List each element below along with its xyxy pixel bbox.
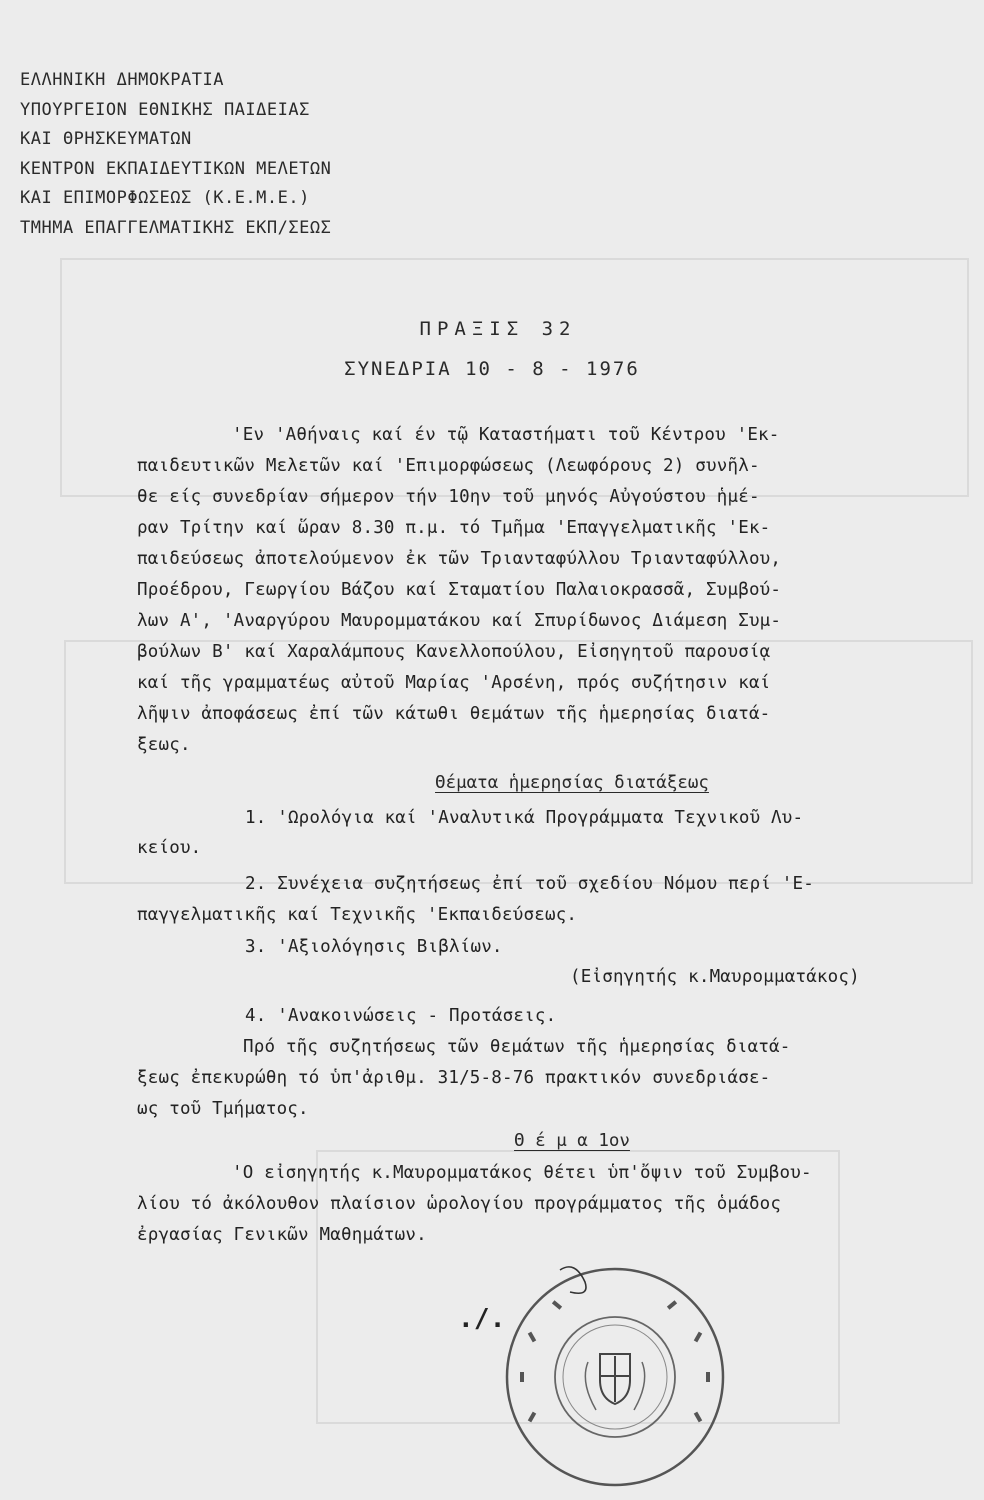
session-date: ΣΥΝΕΔΡΙΑ 10 - 8 - 1976 bbox=[344, 358, 640, 380]
continuation-mark: ./. bbox=[458, 1304, 506, 1334]
letterhead-line: ΤΜΗΜΑ ΕΠΑΓΓΕΛΜΑΤΙΚΗΣ ΕΚΠ/ΣΕΩΣ bbox=[20, 217, 332, 238]
letterhead-line: ΥΠΟΥΡΓΕΙΟΝ ΕΘΝΙΚΗΣ ΠΑΙΔΕΙΑΣ bbox=[20, 99, 310, 120]
intro-line: λῆψιν ἀποφάσεως ἐπί τῶν κάτωθι θεμάτων τῆς ἡμερησίας διατά- bbox=[137, 704, 771, 724]
agenda-item: (Εἰσηγητής κ.Μαυρομματάκος) bbox=[570, 967, 860, 987]
act-title: ΠΡΑΞΙΣ 32 bbox=[419, 318, 577, 340]
agenda-item: 2. Συνέχεια συζητήσεως ἐπί τοῦ σχεδίου Νόμου περί 'Ε- bbox=[245, 874, 815, 894]
preamble-line: ως τοῦ Τμήματος. bbox=[137, 1099, 309, 1119]
preamble-line: Πρό τῆς συζητήσεως τῶν θεμάτων τῆς ἡμερησίας διατά- bbox=[243, 1037, 791, 1057]
intro-line: 'Εν 'Αθήναις καί έν τῷ Καταστήματι τοῦ Κέντρου 'Εκ- bbox=[232, 425, 780, 445]
letterhead-line: ΚΑΙ ΘΡΗΣΚΕΥΜΑΤΩΝ bbox=[20, 129, 192, 149]
letterhead-line: ΕΛΛΗΝΙΚΗ ΔΗΜΟΚΡΑΤΙΑ bbox=[20, 70, 224, 90]
intro-line: Προέδρου, Γεωργίου Βάζου καί Σταματίου Παλαιοκρασσᾶ, Συμβού- bbox=[137, 580, 782, 600]
intro-line: παιδευτικῶν Μελετῶν καί 'Επιμορφώσεως (Λεωφόρους 2) συνῆλ- bbox=[137, 456, 760, 476]
agenda-item: παγγελματικῆς καί Τεχνικῆς 'Εκπαιδεύσεως. bbox=[137, 905, 578, 925]
agenda-item: 4. 'Ανακοινώσεις - Προτάσεις. bbox=[245, 1006, 557, 1026]
agenda-heading: Θέματα ἡμερησίας διατάξεως bbox=[435, 773, 709, 793]
agenda-item: 1. 'Ωρολόγια καί 'Αναλυτικά Προγράμματα Τεχνικοῦ Λυ- bbox=[245, 808, 804, 828]
intro-line: παιδεύσεως ἀποτελούμενον ἐκ τῶν Τριανταφύλλου Τριανταφύλλου, bbox=[137, 549, 782, 569]
intro-line: λων Α', 'Αναργύρου Μαυρομματάκου καί Σπυρίδωνος Διάμεση Συμ- bbox=[137, 611, 782, 631]
topic-line: λίου τό ἀκόλουθον πλαίσιον ὡρολογίου προγράμματος τῆς ὁμάδος bbox=[137, 1194, 782, 1214]
letterhead-line: ΚΑΙ ΕΠΙΜΟΡΦΩΣΕΩΣ (Κ.Ε.Μ.Ε.) bbox=[20, 188, 310, 208]
intro-line: ξεως. bbox=[137, 735, 191, 755]
letterhead bbox=[20, 66, 331, 243]
intro-line: βούλων Β' καί Χαραλάμπους Κανελλοπούλου, Εἰσηγητοῦ παρουσίᾳ bbox=[137, 642, 771, 662]
topic-heading: Θ έ μ α 1ον bbox=[514, 1131, 630, 1151]
topic-line: ἐργασίας Γενικῶν Μαθημάτων. bbox=[137, 1225, 427, 1245]
intro-line: καί τῆς γραμματέως αὐτοῦ Μαρίας 'Αρσένη, πρός συζήτησιν καί bbox=[137, 673, 771, 693]
agenda-item: 3. 'Αξιολόγησις Βιβλίων. bbox=[245, 937, 503, 957]
letterhead-line: ΚΕΝΤΡΟΝ ΕΚΠΑΙΔΕΥΤΙΚΩΝ ΜΕΛΕΤΩΝ bbox=[20, 158, 332, 179]
official-seal-icon bbox=[500, 1262, 730, 1492]
preamble-line: ξεως ἐπεκυρώθη τό ὑπ'ἀριθμ. 31/5-8-76 πρακτικόν συνεδριάσε- bbox=[137, 1068, 771, 1088]
intro-line: θε είς συνεδρίαν σήμερον τήν 10ην τοῦ μηνός Αὐγούστου ἡμέ- bbox=[137, 487, 760, 507]
agenda-item: κείου. bbox=[137, 838, 202, 858]
intro-line: ραν Τρίτην καί ὥραν 8.30 π.μ. τό Τμῆμα 'Επαγγελματικῆς 'Εκ- bbox=[137, 518, 771, 538]
topic-line: 'Ο εἰσηγητής κ.Μαυρομματάκος θέτει ὑπ'ὄψιν τοῦ Συμβου- bbox=[232, 1163, 812, 1183]
